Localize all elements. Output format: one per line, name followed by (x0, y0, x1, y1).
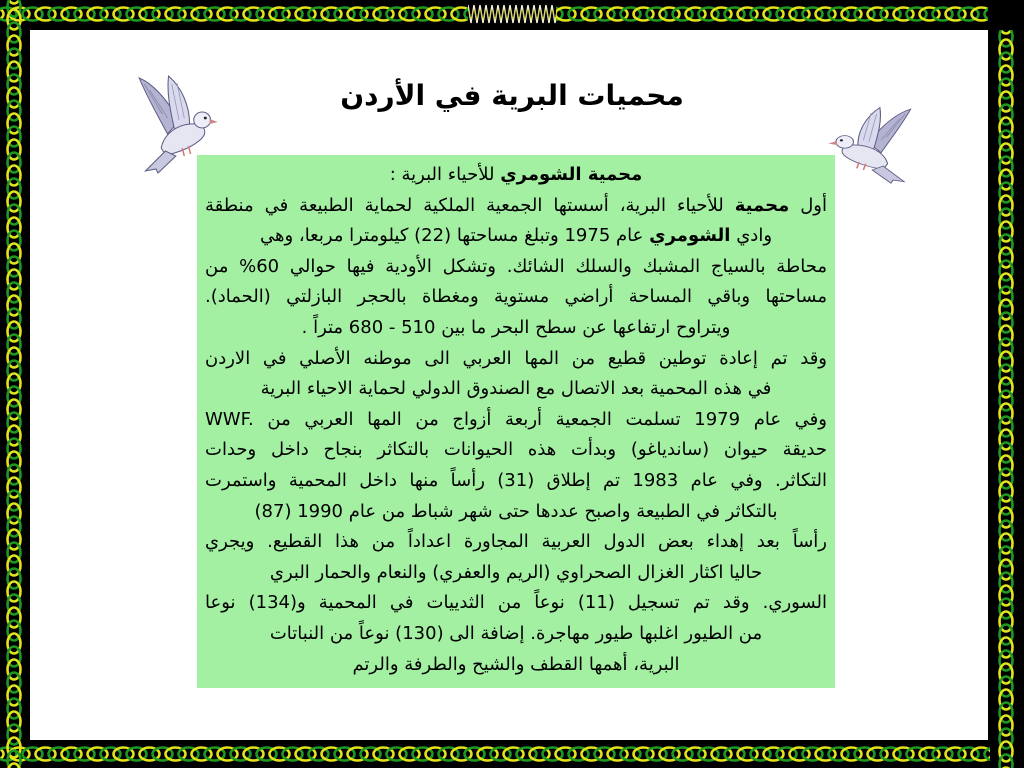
text-line (205, 374, 827, 405)
bold-term: محمية (734, 194, 790, 216)
text-line-text: وقد تم إعادة توطين قطيع من المها العربي الى موطنه الأصلي في الاردن (205, 347, 827, 369)
text-line-text: حديقة حيوان (ساندياغو) وبدأت هذه الحيوانات بالتكاثر بنجاح داخل وحدات (205, 439, 827, 461)
text-line-text: رأساً بعد إهداء بعض الدول العربية المجاورة اعداداً من هذا القطيع. ويجري (205, 531, 827, 553)
text-line (205, 619, 827, 650)
text-line-text: للأحياء البرية، أسستها الجمعية الملكية لحماية الطبيعة في منطقة (205, 194, 724, 216)
text-line (205, 650, 827, 681)
text-line (205, 282, 827, 313)
text-line (205, 497, 827, 528)
border-right (988, 30, 1024, 768)
text-line-text: حاليا اكثار الغزال الصحراوي (الريم والعفري) والنعام والحمار البري (269, 561, 763, 583)
text-line (205, 558, 827, 589)
text-line-text: أول (800, 194, 827, 216)
text-line (205, 252, 827, 283)
text-line (205, 527, 827, 558)
text-line-text: ويتراوح ارتفاعها عن سطح البحر ما بين 510 - 680 متراً . (301, 316, 731, 338)
bold-term: محمية الشومري (500, 164, 643, 185)
text-line-text: عام 1975 وتبلغ مساحتها (22) كيلومترا مربعا، وهي (259, 225, 644, 247)
text-line-text: محاطة بالسياج المشبك والسلك الشائك. وتشكل الأودية فيها حوالي 60% من (205, 255, 827, 277)
text-line (205, 466, 827, 497)
text-line (205, 160, 827, 191)
text-line-text: مساحتها وباقي المساحة أراضي مستوية ومغطاة بالحجر البازلتي (الحماد). (205, 286, 827, 308)
text-line (205, 221, 827, 252)
text-line (205, 191, 827, 222)
text-line (205, 588, 827, 619)
text-line (205, 435, 827, 466)
border-bottom (0, 740, 990, 768)
text-line-text: في هذه المحمية بعد الاتصال مع الصندوق الدولي لحماية الاحياء البرية (260, 378, 772, 400)
text-line-text: البرية، أهمها القطف والشيح والطرفة والرتم (352, 653, 680, 675)
text-line-text: من الطيور اغلبها طيور مهاجرة. إضافة الى (130) نوعاً من النباتات (269, 622, 763, 644)
text-box (197, 155, 835, 688)
text-line-text: WWF. وفي عام 1979 تسلمت الجمعية أربعة أزواج من المها العربي من (205, 408, 827, 430)
border-top-ornament (468, 0, 556, 28)
dove-right-icon (826, 106, 914, 184)
bold-term: الشومري (649, 225, 731, 247)
text-line (205, 405, 827, 436)
text-line-text: السوري. وقد تم تسجيل (11) نوعاً من الثدييات في المحمية و(134) نوعا (205, 592, 827, 614)
text-line (205, 344, 827, 375)
text-line-text: وادي (736, 225, 773, 247)
text-line (205, 313, 827, 344)
text-line-text: التكاثر. وفي عام 1983 تم إطلاق (31) رأساً منها داخل المحمية واستمرت (205, 469, 827, 491)
text-line-text: بالتكاثر في الطبيعة واصبح عددها حتى شهر شباط من عام 1990 (87) (254, 500, 778, 522)
text-line-text: للأحياء البرية : (389, 164, 495, 185)
slide-title: محميات البرية في الأردن (340, 79, 684, 112)
